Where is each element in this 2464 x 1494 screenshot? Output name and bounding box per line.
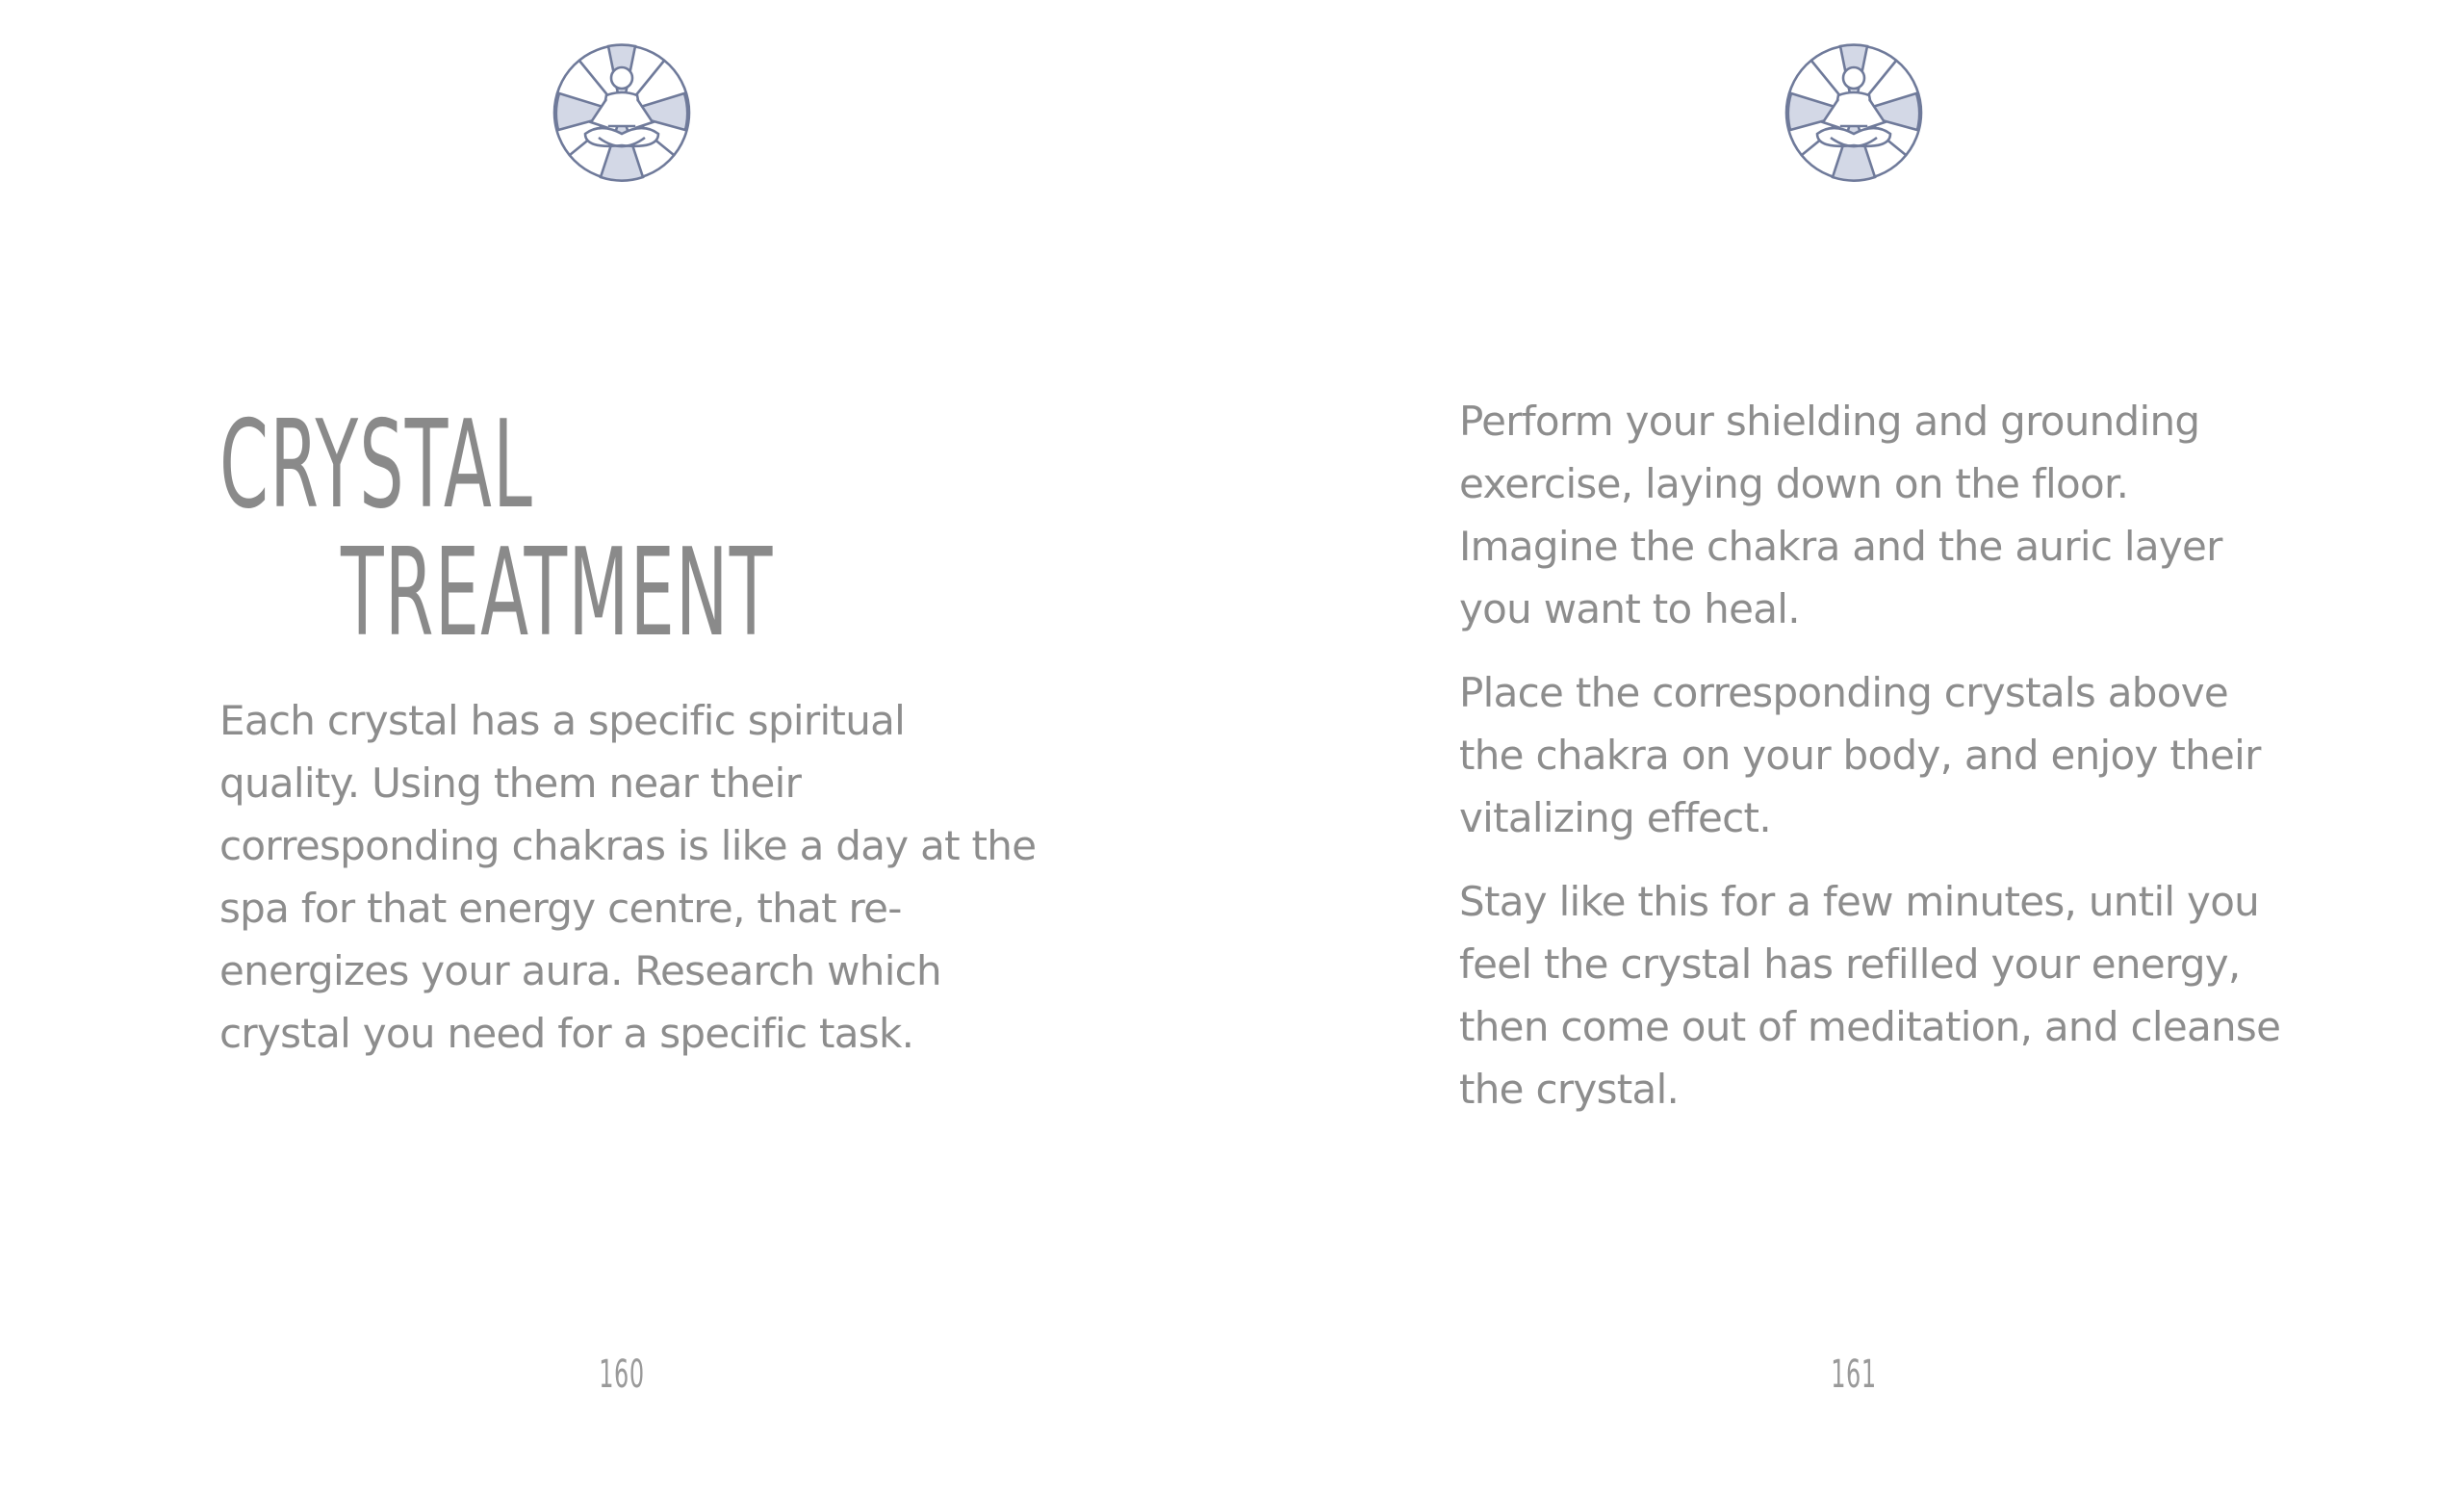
page-number: 161 <box>1831 1352 1877 1397</box>
page-number: 160 <box>599 1352 645 1397</box>
right-page <box>1232 0 2464 1494</box>
title-line-2: TREATMENT <box>341 522 774 663</box>
title-line-1: CRYSTAL <box>219 394 533 535</box>
meditating-figure-icon <box>551 41 693 184</box>
instruction-paragraph: Stay like this for a few minutes, until you feel the crystal has refilled your energy, then come out of meditation, and cleanse the crystal. <box>1459 878 2281 1113</box>
intro-paragraph: Each crystal has a specific spiritual quality. Using them near their corresponding chakras is like a day at the spa for that energy centre, that re-energizes your aura. Research which crystal you need for a specific task. <box>219 697 1037 1057</box>
instruction-paragraph: Perform your shielding and grounding exercise, laying down on the floor. Imagine the chakra and the auric layer you want to heal. <box>1459 398 2222 632</box>
instruction-paragraph: Place the corresponding crystals above the chakra on your body, and enjoy their vitalizing effect. <box>1459 669 2261 841</box>
instructions <box>1459 390 2287 1142</box>
meditating-figure-icon <box>1783 41 1925 184</box>
